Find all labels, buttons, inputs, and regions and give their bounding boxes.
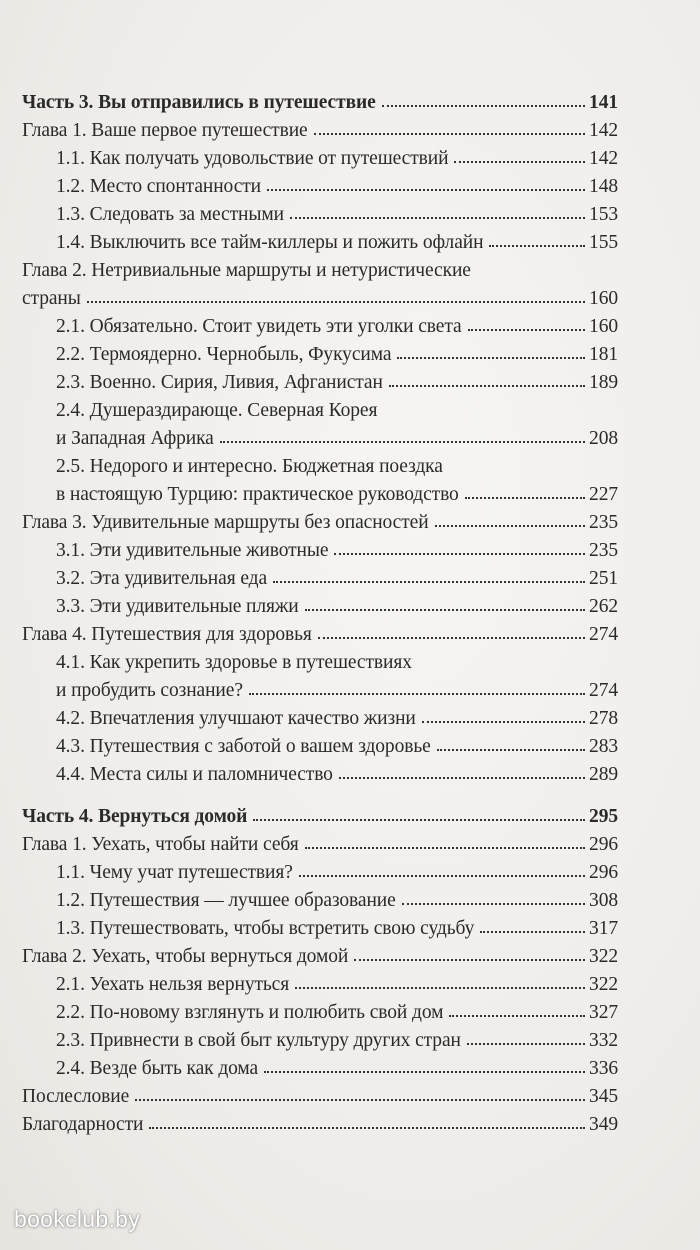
dot-leader (468, 328, 585, 331)
toc-line (22, 824, 618, 854)
toc-title: и Западная Африка (56, 427, 214, 449)
toc-line (56, 222, 618, 252)
toc-line (56, 754, 618, 784)
toc-page-number: 332 (589, 1029, 618, 1051)
toc-page-number: 235 (589, 539, 618, 561)
toc-title: страны (22, 287, 81, 309)
dot-leader (305, 608, 585, 611)
toc-title: 4.1. Как укрепить здоровье в путешествиях (56, 651, 412, 673)
toc-title: и пробудить сознание? (56, 679, 243, 701)
toc-line (56, 880, 618, 910)
toc-page-number: 262 (589, 595, 618, 617)
watermark: bookclub.by (14, 1206, 141, 1232)
toc-page-number: 227 (589, 483, 618, 505)
toc-title: 4.3. Путешествия с заботой о вашем здоровье (56, 735, 431, 757)
toc-title: 3.3. Эти удивительные пляжи (56, 595, 299, 617)
toc-title: 3.2. Эта удивительная еда (56, 567, 268, 589)
toc-page-number: 235 (589, 511, 618, 533)
toc-line (22, 936, 618, 966)
toc-page-number: 274 (589, 679, 618, 701)
toc-page-number: 322 (589, 973, 618, 995)
toc-line (22, 250, 618, 280)
toc-page-number: 296 (589, 833, 618, 855)
toc-page-number: 160 (589, 287, 618, 309)
toc-title: 2.3. Привнести в свой быт культуру других стран (56, 1029, 461, 1051)
toc-line (56, 194, 618, 224)
dot-leader (382, 104, 585, 107)
toc-line (56, 334, 618, 364)
dot-leader (273, 580, 585, 583)
dot-leader (354, 958, 585, 961)
toc-line (56, 852, 618, 882)
dot-leader (253, 818, 585, 821)
dot-leader (220, 440, 585, 443)
toc-title: 2.3. Военно. Сирия, Ливия, Афганистан (56, 371, 383, 393)
toc-line (56, 418, 618, 448)
toc-page-number: 142 (589, 147, 618, 169)
toc-title: Часть 4. Вернуться домой (22, 805, 248, 827)
toc-title: 1.3. Следовать за местными (56, 203, 284, 225)
toc-title: 2.5. Недорого и интересно. Бюджетная поездка (56, 455, 443, 477)
toc-title: Часть 3. Вы отправились в путешествие (22, 91, 376, 113)
toc-line (22, 82, 618, 112)
toc-page-number: 142 (589, 119, 618, 141)
dot-leader (249, 692, 585, 695)
toc-title: Глава 1. Ваше первое путешествие (22, 119, 308, 141)
dot-leader (397, 356, 585, 359)
dot-leader (449, 1014, 585, 1017)
toc-title: 2.1. Уехать нельзя вернуться (56, 973, 290, 995)
toc-title: Глава 2. Уехать, чтобы вернуться домой (22, 945, 349, 967)
dot-leader (267, 188, 585, 191)
toc-line (56, 306, 618, 336)
toc-line (56, 964, 618, 994)
toc-title: 1.1. Чему учат путешествия? (56, 861, 293, 883)
toc-title: Глава 4. Путешествия для здоровья (22, 623, 312, 645)
toc-line (22, 796, 618, 826)
dot-leader (87, 300, 585, 303)
toc-line (22, 110, 618, 140)
toc-title: Глава 2. Нетривиальные маршруты и нетуристические (22, 259, 471, 281)
toc-line (56, 726, 618, 756)
dot-leader (290, 216, 585, 219)
toc-title: 1.4. Выключить все тайм-киллеры и пожить офлайн (56, 231, 484, 253)
dot-leader (389, 384, 585, 387)
toc-title: 1.3. Путешествовать, чтобы встретить свою судьбу (56, 917, 475, 939)
toc-line (22, 1104, 618, 1134)
dot-leader (437, 748, 585, 751)
dot-leader (305, 846, 585, 849)
toc-title: в настоящую Турцию: практическое руководство (56, 483, 459, 505)
dot-leader (149, 1126, 585, 1129)
toc-title: 3.1. Эти удивительные животные (56, 539, 329, 561)
toc-page-number: 251 (589, 567, 618, 589)
toc-line (56, 166, 618, 196)
toc-page-number: 153 (589, 203, 618, 225)
dot-leader (467, 1042, 585, 1045)
toc-page-number: 274 (589, 623, 618, 645)
toc-line (56, 586, 618, 616)
toc-page-number: 349 (589, 1113, 618, 1135)
dot-leader (422, 720, 585, 723)
toc-page-number: 345 (589, 1085, 618, 1107)
dot-leader (480, 930, 585, 933)
toc-line (22, 1076, 618, 1106)
dot-leader (135, 1098, 585, 1101)
toc-page-number: 317 (589, 917, 618, 939)
dot-leader (299, 874, 585, 877)
toc-title: Послесловие (22, 1085, 130, 1107)
toc-page-number: 160 (589, 315, 618, 337)
toc-title: Глава 1. Уехать, чтобы найти себя (22, 833, 299, 855)
toc-title: 2.4. Везде быть как дома (56, 1057, 259, 1079)
toc-line (56, 1020, 618, 1050)
dot-leader (465, 496, 585, 499)
toc-page-number: 308 (589, 889, 618, 911)
toc-line (56, 530, 618, 560)
dot-leader (489, 244, 585, 247)
toc-line (56, 698, 618, 728)
toc-page-number: 148 (589, 175, 618, 197)
toc-page-number: 322 (589, 945, 618, 967)
toc-page-number: 295 (589, 805, 618, 827)
toc-page-number: 208 (589, 427, 618, 449)
toc-title: 1.2. Место спонтанности (56, 175, 262, 197)
toc-line (56, 362, 618, 392)
toc-page-number: 141 (589, 91, 618, 113)
toc-line (56, 670, 618, 700)
toc-page-number: 155 (589, 231, 618, 253)
toc-line (56, 642, 618, 672)
dot-leader (435, 524, 585, 527)
toc-page-number: 289 (589, 763, 618, 785)
toc-line (56, 992, 618, 1022)
dot-leader (314, 132, 585, 135)
toc-title: Глава 3. Удивительные маршруты без опасностей (22, 511, 429, 533)
toc-line (56, 446, 618, 476)
toc-title: 4.4. Места силы и паломничество (56, 763, 333, 785)
toc-line (56, 390, 618, 420)
dot-leader (295, 986, 585, 989)
toc-page-number: 278 (589, 707, 618, 729)
toc-title: 1.1. Как получать удовольствие от путешествий (56, 147, 449, 169)
dot-leader (402, 902, 585, 905)
toc-line (22, 278, 618, 308)
toc-title: 1.2. Путешествия — лучшее образование (56, 889, 396, 911)
toc-page-number: 189 (589, 371, 618, 393)
toc-page-number: 336 (589, 1057, 618, 1079)
toc-line (56, 1048, 618, 1078)
dot-leader (454, 160, 585, 163)
dot-leader (339, 776, 585, 779)
dot-leader (318, 636, 585, 639)
toc-page-number: 283 (589, 735, 618, 757)
toc-title: 4.2. Впечатления улучшают качество жизни (56, 707, 416, 729)
toc-line (56, 558, 618, 588)
toc-title: Благодарности (22, 1113, 144, 1135)
toc-line (22, 614, 618, 644)
toc-page-number: 327 (589, 1001, 618, 1023)
dot-leader (264, 1070, 585, 1073)
toc-line (56, 474, 618, 504)
toc-title: 2.1. Обязательно. Стоит увидеть эти уголки света (56, 315, 462, 337)
toc-page-number: 181 (589, 343, 618, 365)
toc-title: 2.2. По-новому взглянуть и полюбить свой дом (56, 1001, 444, 1023)
toc-page-number: 296 (589, 861, 618, 883)
toc-line (22, 502, 618, 532)
dot-leader (334, 552, 585, 555)
toc-title: 2.2. Термоядерно. Чернобыль, Фукусима (56, 343, 392, 365)
toc-title: 2.4. Душераздирающе. Северная Корея (56, 399, 378, 421)
toc-line (56, 138, 618, 168)
toc-line (56, 908, 618, 938)
